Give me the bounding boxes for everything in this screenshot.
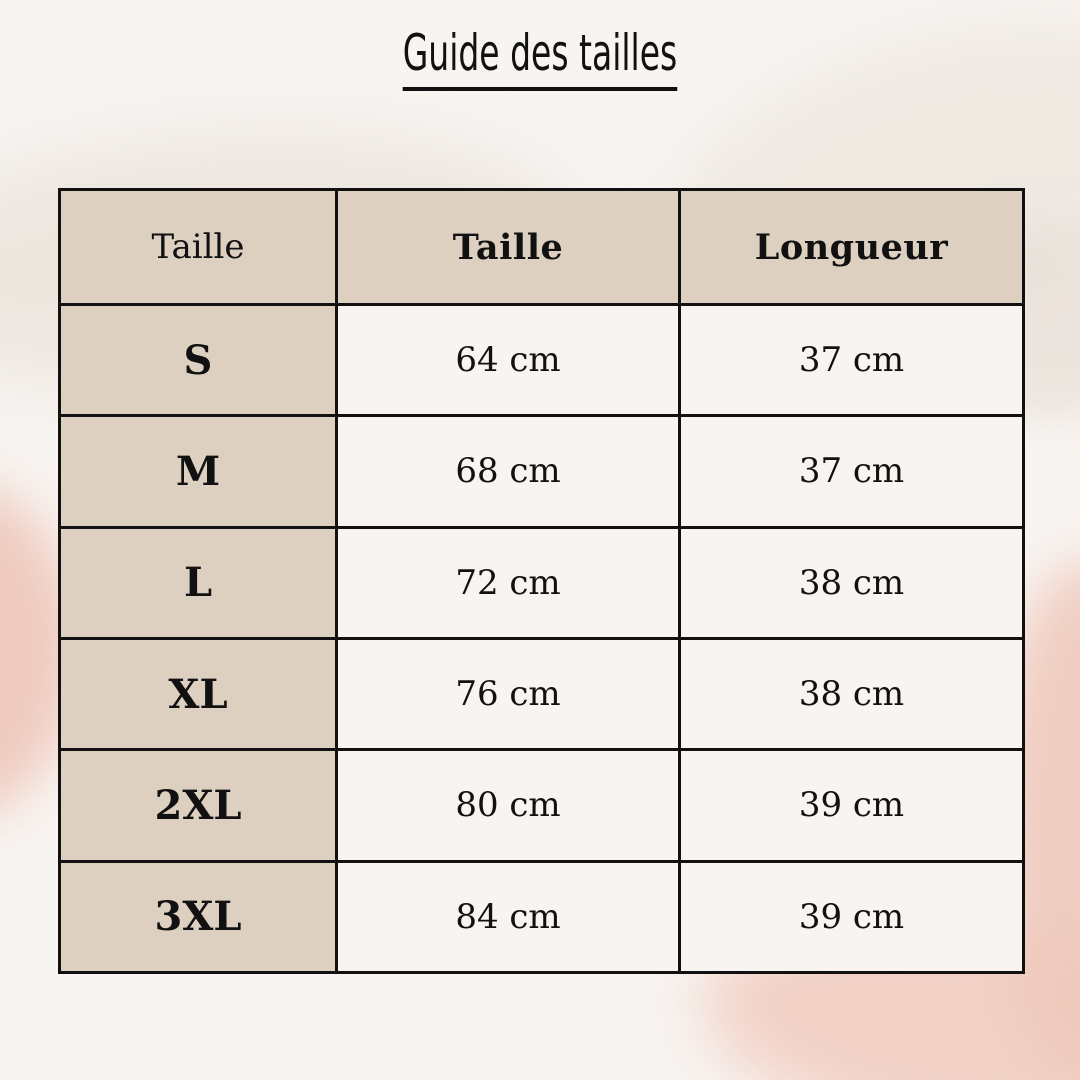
column-header-size: Taille bbox=[60, 190, 337, 305]
taille-value: 84 cm bbox=[337, 861, 680, 972]
table-row bbox=[60, 416, 1024, 527]
size-label: 3XL bbox=[60, 861, 337, 972]
size-guide-table bbox=[58, 188, 1025, 974]
table-row bbox=[60, 638, 1024, 749]
longueur-value: 37 cm bbox=[680, 416, 1024, 527]
table-header-row bbox=[60, 190, 1024, 305]
taille-value: 68 cm bbox=[337, 416, 680, 527]
taille-value: 80 cm bbox=[337, 750, 680, 861]
size-label: L bbox=[60, 527, 337, 638]
page-title bbox=[0, 22, 1080, 91]
table-row bbox=[60, 527, 1024, 638]
column-header-longueur: Longueur bbox=[680, 190, 1024, 305]
taille-value: 64 cm bbox=[337, 305, 680, 416]
size-label: XL bbox=[60, 638, 337, 749]
size-label: 2XL bbox=[60, 750, 337, 861]
longueur-value: 39 cm bbox=[680, 861, 1024, 972]
taille-value: 72 cm bbox=[337, 527, 680, 638]
table-row bbox=[60, 750, 1024, 861]
longueur-value: 39 cm bbox=[680, 750, 1024, 861]
column-header-taille: Taille bbox=[337, 190, 680, 305]
taille-value: 76 cm bbox=[337, 638, 680, 749]
size-label: S bbox=[60, 305, 337, 416]
longueur-value: 38 cm bbox=[680, 527, 1024, 638]
longueur-value: 38 cm bbox=[680, 638, 1024, 749]
table-row bbox=[60, 861, 1024, 972]
page-title-text: Guide des tailles bbox=[403, 22, 677, 91]
longueur-value: 37 cm bbox=[680, 305, 1024, 416]
table-row bbox=[60, 305, 1024, 416]
size-label: M bbox=[60, 416, 337, 527]
